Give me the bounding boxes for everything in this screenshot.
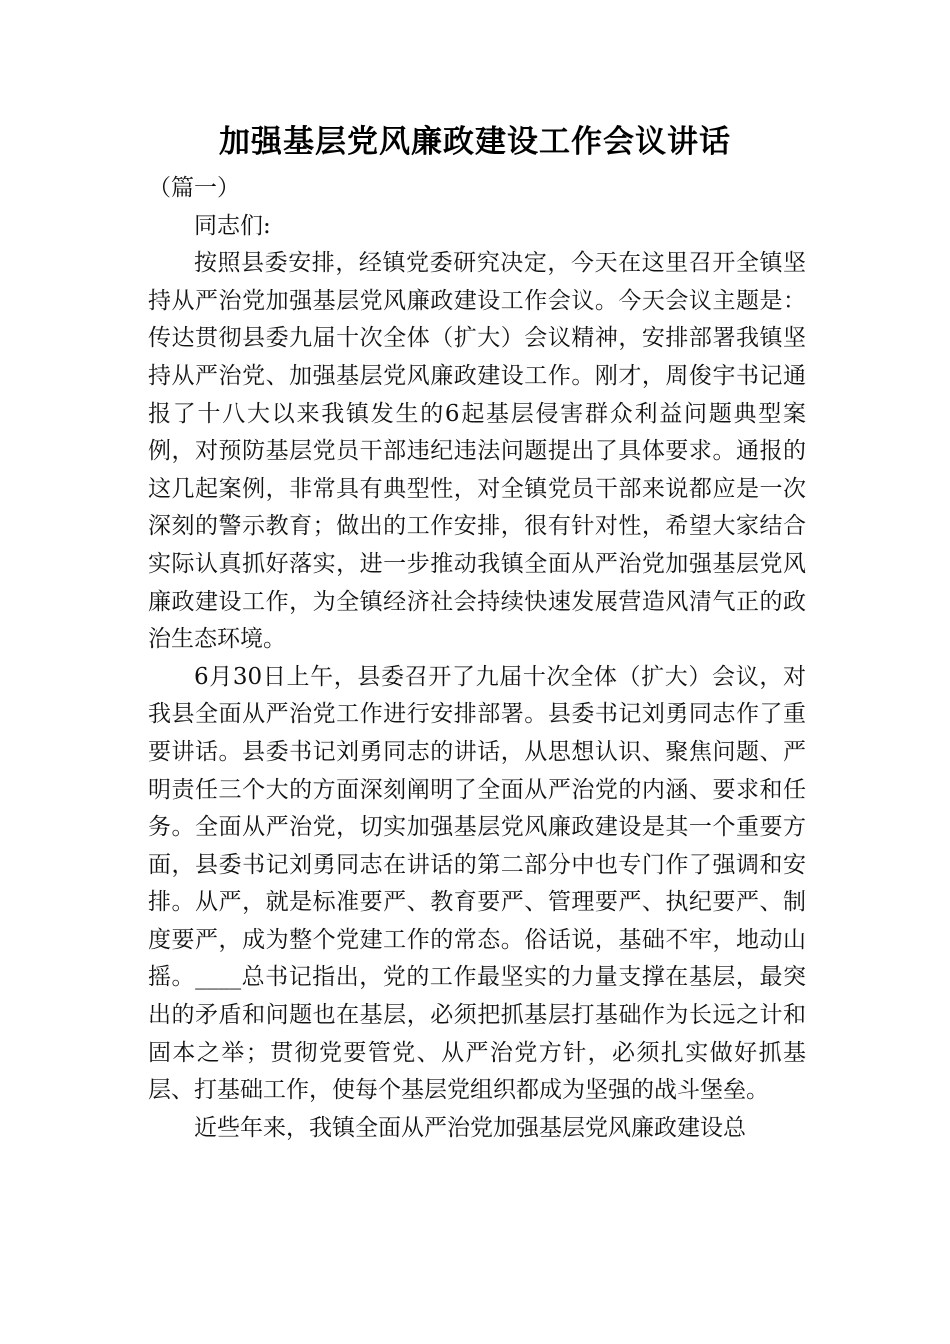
document-title: 加强基层党风廉政建设工作会议讲话 — [219, 124, 731, 160]
paragraph-2: 6月30日上午，县委召开了九届十次全体（扩大）会议，对我县全面从严治党工作进行安排部署。县委书记刘勇同志作了重要讲话。县委书记刘勇同志的讲话，从思想认识、聚焦问题、严明责任三个大的方面深刻阐明了全面从严治党的内涵、要求和任务。全面从严治党，切实加强基层党风廉政建设是其一个重要方面，县委书记刘勇同志在讲话的第二部分中也专门作了强调和安排。从严，就是标准要严、教育要严、管理要严、执纪要严、制度要严，成为整个党建工作的常态。俗话说，基础不牢，地动山摇。____总书记指出，党的工作最坚实的力量支撑在基层，最突出的矛盾和问题也在基层，必须把抓基层打基础作为长远之计和固本之举；贯彻党要管党、从严治党方针，必须扎实做好抓基层、打基础工作，使每个基层党组织都成为坚强的战斗堡垒。 — [148, 663, 806, 1104]
document-subtitle: （篇一） — [148, 175, 240, 201]
document-body — [148, 170, 806, 1147]
salutation: 同志们: — [194, 212, 271, 239]
paragraph-1: 按照县委安排，经镇党委研究决定，今天在这里召开全镇坚持从严治党加强基层党风廉政建设工作会议。今天会议主题是：传达贯彻县委九届十次全体（扩大）会议精神，安排部署我镇坚持从严治党、加强基层党风廉政建设工作。刚才，周俊宇书记通报了十八大以来我镇发生的6起基层侵害群众利益问题典型案例，对预防基层党员干部违纪违法问题提出了具体要求。通报的这几起案例，非常具有典型性，对全镇党员干部来说都应是一次深刻的警示教育；做出的工作安排，很有针对性，希望大家结合实际认真抓好落实，进一步推动我镇全面从严治党加强基层党风廉政建设工作，为全镇经济社会持续快速发展营造风清气正的政治生态环境。 — [148, 250, 806, 653]
paragraph-3: 近些年来，我镇全面从严治党加强基层党风廉政建设总 — [194, 1114, 746, 1141]
